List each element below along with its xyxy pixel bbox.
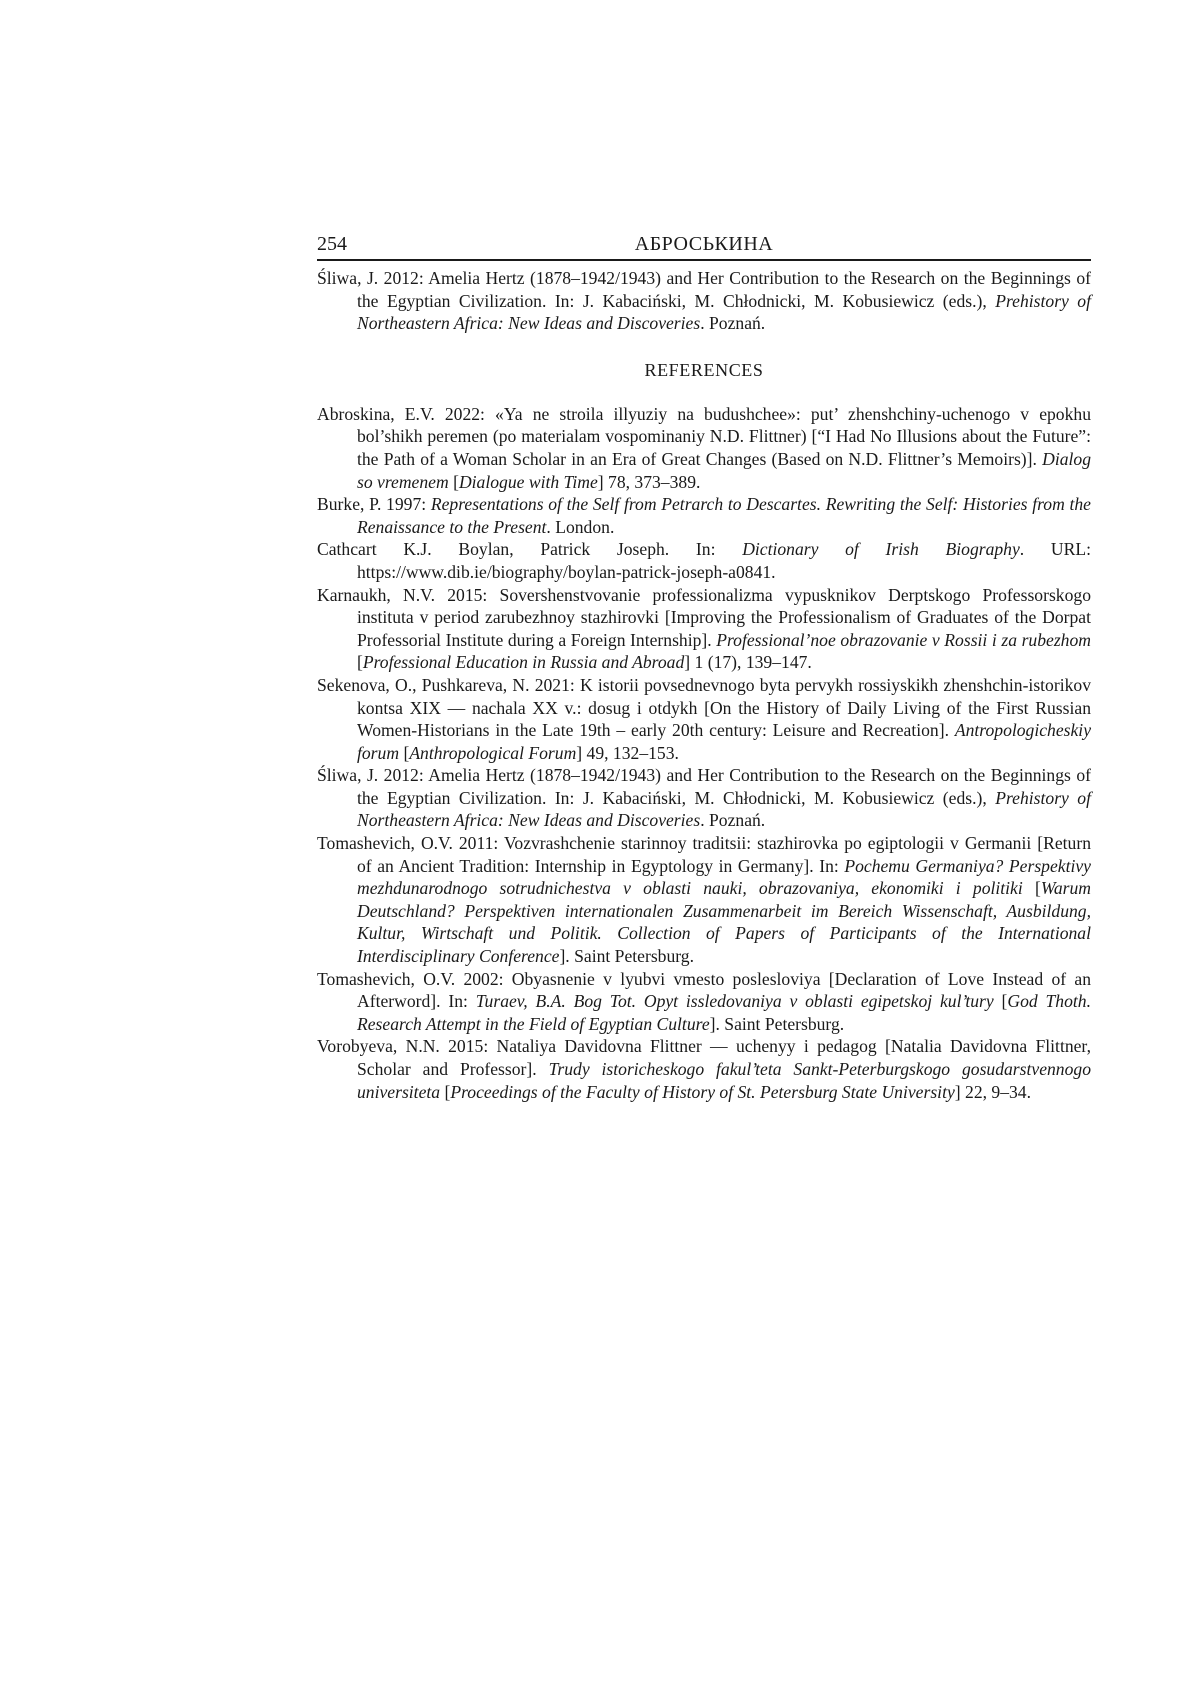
entry-title: Trudy istoricheskogo fakul’teta Sankt-Peterburgskogo gosudarstvennogo universiteta <box>357 1059 1091 1102</box>
entry-text: ] 78, 373–389. <box>597 471 701 492</box>
entry-text: . Poznań. <box>700 810 766 831</box>
entry-title: Professional Education in Russia and Abroad <box>362 652 685 673</box>
entry-text: . London. <box>546 516 615 537</box>
entry-title: Pochemu Germaniya? Perspektivy mezhdunarodnogo sotrudnichestva v oblasti nauki, obrazovaniya, ekonomiki i politiki <box>357 855 1091 899</box>
entry-title: Antropologicheskiy forum <box>357 720 1091 763</box>
entry-text: Abroskina, E.V. 2022: «Ya ne stroila illyuziy na budushchee»: put’ zhenshchiny-uchenogo v epokhu bol’shikh peremen (po materialam vospominaniy N.D. Flittner) [“I Had No Illusions about the Future”: the Path of a Woman Scholar in an Era of Great Changes (Based on N.D. Flittner’s Memoirs)]. <box>317 403 1091 469</box>
reference-entry <box>317 968 1091 1036</box>
entry-text: [ <box>399 742 410 763</box>
entry-text: . URL: https://www.dib.ie/biography/boylan-patrick-joseph-a0841. <box>357 539 1091 582</box>
entry-title: Turaev, B.A. Bog Tot. Opyt issledovaniya v oblasti egipetskoj kul’tury <box>475 991 994 1012</box>
entry-text: ] 22, 9–34. <box>954 1081 1031 1102</box>
entry-text: . Poznań. <box>700 313 766 334</box>
entry-text: [ <box>448 471 459 492</box>
reference-entry <box>317 674 1091 764</box>
reference-entry <box>317 584 1091 674</box>
entry-text: ]. Saint Petersburg. <box>559 946 695 967</box>
entry-title: Prehistory of Northeastern Africa: New Ideas and Discoveries <box>357 787 1091 831</box>
entry-title: Dialog so vremenem <box>357 448 1091 492</box>
entry-text: Śliwa, J. 2012: Amelia Hertz (1878–1942/1943) and Her Contribution to the Research on the Beginnings of the Egyptian Civilization. In: J. Kabaciński, M. Chłodnicki, M. Kobusiewicz (eds.), <box>317 765 1091 808</box>
entry-title: Representations of the Self from Petrarch to Descartes. Rewriting the Self: Histories from the Renaissance to the Present <box>357 494 1091 537</box>
entry-title: Anthropological Forum <box>409 742 577 763</box>
entry-title: Professional’noe obrazovanie v Rossii i za rubezhom <box>716 629 1091 650</box>
entry-title: Proceedings of the Faculty of History of St. Petersburg State University <box>450 1081 955 1102</box>
reference-entry <box>317 764 1091 832</box>
reference-entry <box>317 538 1091 583</box>
entry-text: Tomashevich, O.V. 2011: Vozvrashchenie starinnoy traditsii: stazhirovka po egiptologii v Germanii [Return of an Ancient Tradition: Internship in Egyptology in Germany]. In: <box>317 833 1091 876</box>
entry-text: [ <box>357 652 363 673</box>
reference-entry <box>317 403 1091 493</box>
entry-text: [ <box>993 991 1008 1012</box>
entry-text: Karnaukh, N.V. 2015: Sovershenstvovanie professionalizma vypusknikov Derptskogo Professorskogo instituta v period zarubezhnoy stazhirovki [Improving the Professionalism of Graduates of the Dorpat Professorial Institute during a Foreign Internship]. <box>317 584 1091 650</box>
reference-entry <box>317 832 1091 968</box>
entry-title: God Thoth. Research Attempt in the Field of Egyptian Culture <box>357 991 1091 1034</box>
page-content <box>317 229 1091 1103</box>
entry-text: Vorobyeva, N.N. 2015: Nataliya Davidovna Flittner — uchenyy i pedagog [Natalia Davidovna Flittner, Scholar and Professor]. <box>317 1036 1091 1079</box>
reference-entry <box>317 493 1091 538</box>
bibliography-entry <box>317 267 1091 335</box>
entry-text: ] 1 (17), 139–147. <box>684 652 812 673</box>
entry-text: [ <box>440 1081 451 1102</box>
running-title: АБРОСЬКИНА <box>634 233 774 255</box>
entry-text: ]. Saint Petersburg. <box>709 1013 845 1034</box>
continued-bibliography <box>317 267 1091 335</box>
entry-title: Prehistory of Northeastern Africa: New Ideas and Discoveries <box>357 290 1091 334</box>
references-heading: REFERENCES <box>644 359 764 380</box>
reference-entry <box>317 1035 1091 1103</box>
references-list <box>317 403 1091 1103</box>
page-number: 254 <box>317 233 347 255</box>
entry-text: ] 49, 132–153. <box>576 742 679 763</box>
entry-text: Sekenova, O., Pushkareva, N. 2021: K istorii povsednevnogo byta pervykh rossiyskikh zhenshchin-istorikov kontsa XIX — nachala XX v.: dosug i otdykh [On the History of Daily Living of the First Russian Women-Historians in the Late 19th – early 20th century: Leisure and Recreation]. <box>317 674 1091 741</box>
entry-text: [ <box>1022 878 1041 899</box>
entry-text: Burke, P. 1997: <box>317 494 431 515</box>
entry-text: Śliwa, J. 2012: Amelia Hertz (1878–1942/1943) and Her Contribution to the Research on the Beginnings of the Egyptian Civilization. In: J. Kabaciński, M. Chłodnicki, M. Kobusiewicz (eds.), <box>317 268 1091 311</box>
entry-title: Warum Deutschland? Perspektiven internationalen Zusammenarbeit im Bereich Wissenschaft, Ausbildung, Kultur, Wirtschaft und Politik. Collection of Papers of Participants of the International Interdisciplinary Conference <box>357 878 1091 967</box>
entry-text: Tomashevich, O.V. 2002: Obyasnenie v lyubvi vmesto poslesloviya [Declaration of Love Instead of an Afterword]. In: <box>317 968 1091 1012</box>
entry-title: Dialogue with Time <box>458 471 598 492</box>
running-header <box>317 229 1091 261</box>
entry-title: Dictionary of Irish Biography <box>742 539 1020 560</box>
entry-text: Cathcart K.J. Boylan, Patrick Joseph. In: <box>317 539 743 560</box>
